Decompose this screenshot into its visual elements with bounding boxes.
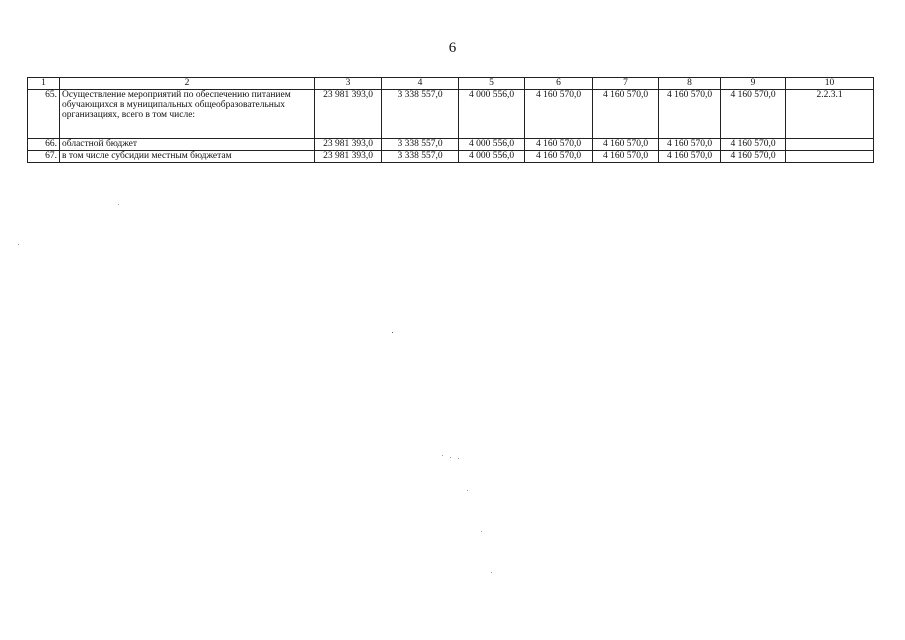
- row-reference: [786, 151, 874, 163]
- row-value: 23 981 393,0: [315, 139, 382, 151]
- row-value: 4 160 570,0: [593, 90, 659, 139]
- row-value: 4 000 556,0: [459, 139, 525, 151]
- row-value: 4 160 570,0: [721, 90, 786, 139]
- row-value: 4 160 570,0: [525, 90, 593, 139]
- row-number: 67.: [28, 151, 60, 163]
- row-value: 4 000 556,0: [459, 151, 525, 163]
- page-number: 6: [448, 40, 457, 56]
- column-header: 6: [525, 78, 593, 90]
- table-row: [28, 90, 874, 139]
- row-value: 4 160 570,0: [659, 151, 721, 163]
- column-header: 3: [315, 78, 382, 90]
- scan-speck: [491, 572, 492, 573]
- row-value: 4 000 556,0: [459, 90, 525, 139]
- column-header: 10: [786, 78, 874, 90]
- table-row: [28, 139, 874, 151]
- row-value: 4 160 570,0: [525, 151, 593, 163]
- row-reference: [786, 139, 874, 151]
- row-reference: 2.2.3.1: [786, 90, 874, 139]
- row-number: 66.: [28, 139, 60, 151]
- column-header: 2: [60, 78, 315, 90]
- row-value: 3 338 557,0: [382, 90, 459, 139]
- column-header: 9: [721, 78, 786, 90]
- row-value: 23 981 393,0: [315, 151, 382, 163]
- budget-table: [27, 77, 874, 163]
- row-value: 4 160 570,0: [525, 139, 593, 151]
- table-row: [28, 151, 874, 163]
- scan-speck: [481, 531, 482, 532]
- row-value: 3 338 557,0: [382, 139, 459, 151]
- scan-speck: [450, 457, 451, 458]
- scan-speck: [392, 332, 393, 333]
- row-number: 65.: [28, 90, 60, 139]
- row-value: 3 338 557,0: [382, 151, 459, 163]
- row-value: 4 160 570,0: [659, 90, 721, 139]
- table-header-row: [28, 78, 874, 90]
- row-value: 23 981 393,0: [315, 90, 382, 139]
- row-value: 4 160 570,0: [721, 151, 786, 163]
- row-value: 4 160 570,0: [659, 139, 721, 151]
- row-value: 4 160 570,0: [593, 139, 659, 151]
- row-name: областной бюджет: [60, 139, 315, 151]
- scan-speck: [467, 490, 468, 491]
- column-header: 4: [382, 78, 459, 90]
- column-header: 5: [459, 78, 525, 90]
- row-name: Осуществление мероприятий по обеспечению питанием обучающихся в муниципальных общеобразовательных организациях, всего в том числе:: [60, 90, 315, 139]
- scan-speck: [18, 244, 19, 245]
- column-header: 1: [28, 78, 60, 90]
- column-header: 8: [659, 78, 721, 90]
- scan-speck: [458, 458, 459, 459]
- scan-speck: [442, 455, 443, 456]
- scan-speck: [118, 204, 119, 205]
- row-value: 4 160 570,0: [593, 151, 659, 163]
- row-name: в том числе субсидии местным бюджетам: [60, 151, 315, 163]
- column-header: 7: [593, 78, 659, 90]
- row-value: 4 160 570,0: [721, 139, 786, 151]
